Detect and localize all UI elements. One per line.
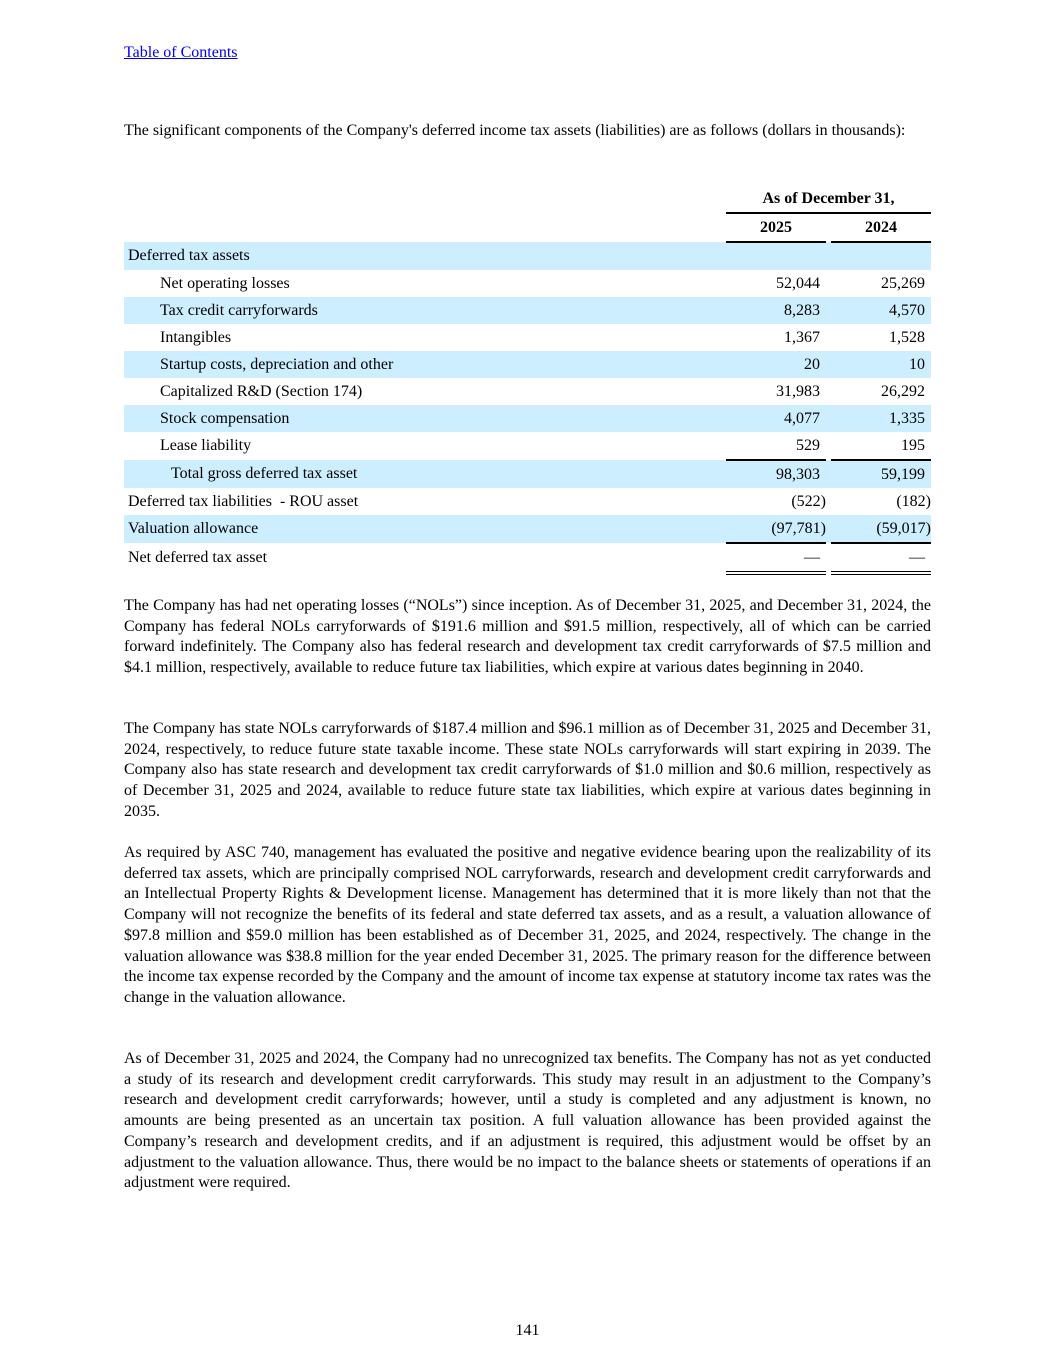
value-2024: 195 <box>831 432 931 460</box>
value-2025: 52,044 <box>776 274 820 292</box>
value-2025: — <box>726 543 826 573</box>
row-label: Valuation allowance <box>124 515 726 543</box>
value-2025: 31,983 <box>776 382 820 400</box>
table-row <box>124 351 931 378</box>
valuation-allowance-row <box>124 515 931 543</box>
table-of-contents-link[interactable]: Table of Contents <box>124 44 238 61</box>
row-label: Startup costs, depreciation and other <box>124 351 726 378</box>
row-label: Deferred tax assets <box>124 242 726 270</box>
paragraph-unrecognized-benefits: As of December 31, 2025 and 2024, the Company had no unrecognized tax benefits. The Company has not as yet conducted a study of its research and development credit carryforwards. This study may result in an adjustment to the Company’s research and development credit carryforwards; however, until a study is completed and any adjustment is known, no amounts are being presented as an uncertain tax position. A full valuation allowance has been provided against the Company’s research and development credits, and if an adjustment is required, this adjustment would be offset by an adjustment to the valuation allowance. Thus, there would be no impact to the balance sheets or statements of operations if an adjustment were required. <box>124 1050 931 1192</box>
year-header-2025: 2025 <box>726 213 826 242</box>
table-row <box>124 270 931 297</box>
row-label: Intangibles <box>160 328 232 346</box>
row-label: Capitalized R&D (Section 174) <box>160 382 363 400</box>
value-2024: 10 <box>831 351 931 378</box>
row-label: Net operating losses <box>160 274 290 292</box>
row-label: Stock compensation <box>124 405 726 432</box>
deferred-tax-table <box>124 185 931 575</box>
value-2025: 98,303 <box>726 460 826 488</box>
value-2024: — <box>831 543 931 573</box>
year-header-2024: 2024 <box>831 213 931 242</box>
table-year-header-row <box>124 213 931 242</box>
value-2025: 1,367 <box>784 328 820 346</box>
value-2025: (97,781) <box>726 515 826 543</box>
value-2024: 59,199 <box>831 460 931 488</box>
table-row <box>124 378 931 405</box>
paragraph-valuation-allowance: As required by ASC 740, management has evaluated the positive and negative evidence bearing upon the realizability of its deferred tax assets, which are principally comprised NOL carryforwards, research and development credit carryforwards and an Intellectual Property Rights & Development license. Management has determined that it is more likely than not that the Company will not recognize the benefits of its federal and state deferred tax assets, and as a result, a valuation allowance of $97.8 million and $59.0 million has been established as of December 31, 2025, and 2024, respectively. The change in the valuation allowance was $38.8 million for the year ended December 31, 2025. The primary reason for the difference between the income tax expense recorded by the Company and the amount of income tax expense at statutory income tax rates was the change in the valuation allowance. <box>124 844 931 1006</box>
value-2024: (59,017) <box>831 515 931 543</box>
value-2024: 1,528 <box>889 328 925 346</box>
row-label: Tax credit carryforwards <box>124 297 726 324</box>
row-label: Total gross deferred tax asset <box>124 460 726 488</box>
table-group-header-row <box>124 185 931 213</box>
net-deferred-row <box>124 543 931 573</box>
rou-liability-row <box>124 488 931 515</box>
value-2024: 25,269 <box>881 274 925 292</box>
table-row <box>124 405 931 432</box>
value-2024: (182) <box>896 492 931 510</box>
page-number: 141 <box>515 1322 540 1339</box>
table-row <box>124 432 931 460</box>
value-2024: 4,570 <box>831 297 931 324</box>
paragraph-state-nols: The Company has state NOLs carryforwards of $187.4 million and $96.1 million as of December 31, 2025 and December 31, 2024, respectively, to reduce future state taxable income. These state NOLs carryforwards will start expiring in 2039. The Company also has state research and development tax credit carryforwards of $1.0 million and $0.6 million, respectively as of December 31, 2025 and 2024, available to reduce future state tax liabilities, which expire at various dates beginning in 2035. <box>124 720 931 820</box>
section-row-deferred-tax-assets <box>124 242 931 270</box>
table-intro-text: The significant components of the Company's deferred income tax assets (liabilities) are as follows (dollars in thousands): <box>124 122 906 139</box>
row-label: Deferred tax liabilities - ROU asset <box>128 492 359 510</box>
value-2025: 20 <box>726 351 826 378</box>
table-row <box>124 297 931 324</box>
table-row <box>124 324 931 351</box>
value-2025: (522) <box>791 492 826 510</box>
as-of-header: As of December 31, <box>726 185 931 213</box>
row-label: Net deferred tax asset <box>128 549 268 566</box>
value-2024: 1,335 <box>831 405 931 432</box>
value-2025: 4,077 <box>726 405 826 432</box>
row-label: Lease liability <box>160 437 252 454</box>
value-2025: 8,283 <box>726 297 826 324</box>
value-2024: 26,292 <box>881 382 925 400</box>
total-gross-row <box>124 460 931 488</box>
value-2025: 529 <box>726 432 826 460</box>
paragraph-federal-nols: The Company has had net operating losses (“NOLs”) since inception. As of December 31, 2025, and December 31, 2024, the Company has federal NOLs carryforwards of $191.6 million and $91.5 million, respectively, all of which can be carried forward indefinitely. The Company also has federal research and development tax credit carryforwards of $7.5 million and $4.1 million, respectively, available to reduce future tax liabilities, which expire at various dates beginning in 2040. <box>124 597 931 677</box>
